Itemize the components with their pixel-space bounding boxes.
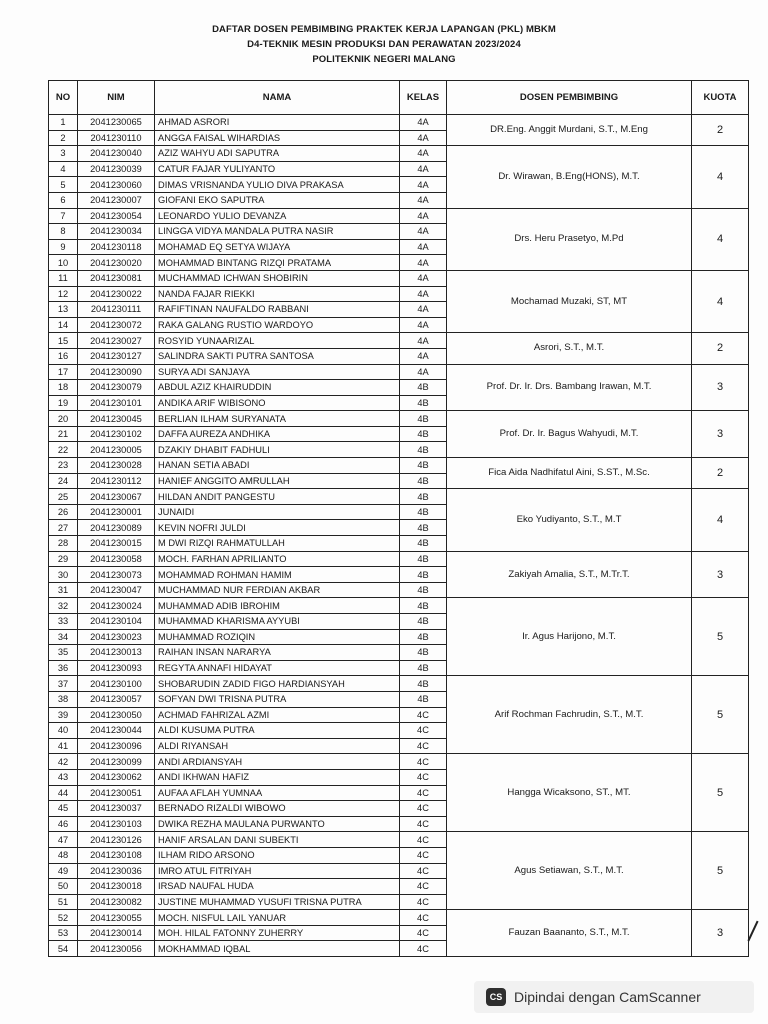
row-nim: 2041230118 [78, 239, 155, 255]
row-nama: DWIKA REZHA MAULANA PURWANTO [155, 816, 400, 832]
supervisor-name: Dr. Wirawan, B.Eng(HONS), M.T. [447, 146, 692, 208]
row-no: 44 [49, 785, 78, 801]
col-no-header: NO [49, 81, 78, 115]
row-kelas: 4B [400, 567, 447, 583]
row-no: 37 [49, 676, 78, 692]
row-no: 9 [49, 239, 78, 255]
row-no: 8 [49, 224, 78, 240]
row-nama: SURYA ADI SANJAYA [155, 364, 400, 380]
row-kelas: 4B [400, 660, 447, 676]
row-kelas: 4B [400, 473, 447, 489]
table-row [49, 333, 749, 349]
row-nama: ALDI RIYANSAH [155, 738, 400, 754]
row-no: 28 [49, 536, 78, 552]
row-nim: 2041230072 [78, 317, 155, 333]
row-no: 13 [49, 302, 78, 318]
camscanner-logo-icon: CS [486, 988, 506, 1006]
row-nim: 2041230014 [78, 925, 155, 941]
row-kelas: 4C [400, 847, 447, 863]
row-nama: SHOBARUDIN ZADID FIGO HARDIANSYAH [155, 676, 400, 692]
row-kelas: 4B [400, 536, 447, 552]
row-nama: HILDAN ANDIT PANGESTU [155, 489, 400, 505]
row-nim: 2041230089 [78, 520, 155, 536]
row-nama: ANDIKA ARIF WIBISONO [155, 395, 400, 411]
row-nim: 2041230013 [78, 645, 155, 661]
row-nim: 2041230056 [78, 941, 155, 957]
row-kelas: 4B [400, 645, 447, 661]
row-no: 16 [49, 348, 78, 364]
row-kelas: 4C [400, 707, 447, 723]
row-kelas: 4A [400, 177, 447, 193]
row-nama: DIMAS VRISNANDA YULIO DIVA PRAKASA [155, 177, 400, 193]
row-nama: ROSYID YUNAARIZAL [155, 333, 400, 349]
row-kelas: 4B [400, 598, 447, 614]
row-nama: LINGGA VIDYA MANDALA PUTRA NASIR [155, 224, 400, 240]
row-kelas: 4C [400, 723, 447, 739]
row-nim: 2041230037 [78, 801, 155, 817]
row-nim: 2041230093 [78, 660, 155, 676]
table-row [49, 208, 749, 224]
row-nim: 2041230127 [78, 348, 155, 364]
row-kelas: 4C [400, 832, 447, 848]
row-no: 36 [49, 660, 78, 676]
row-no: 39 [49, 707, 78, 723]
row-nama: ILHAM RIDO ARSONO [155, 847, 400, 863]
row-kelas: 4A [400, 255, 447, 271]
row-nama: DZAKIY DHABIT FADHULI [155, 442, 400, 458]
row-nim: 2041230027 [78, 333, 155, 349]
row-kelas: 4B [400, 520, 447, 536]
row-nim: 2041230001 [78, 504, 155, 520]
table-row [49, 146, 749, 162]
row-no: 18 [49, 380, 78, 396]
table-row [49, 364, 749, 380]
row-no: 47 [49, 832, 78, 848]
row-nama: REGYTA ANNAFI HIDAYAT [155, 660, 400, 676]
pen-mark [747, 921, 758, 942]
row-kelas: 4C [400, 816, 447, 832]
row-nim: 2041230062 [78, 769, 155, 785]
table-row [49, 115, 749, 131]
row-nim: 2041230112 [78, 473, 155, 489]
row-no: 24 [49, 473, 78, 489]
row-no: 41 [49, 738, 78, 754]
row-no: 11 [49, 270, 78, 286]
row-nama: MOCH. FARHAN APRILIANTO [155, 551, 400, 567]
title-line-2: D4-TEKNIK MESIN PRODUKSI DAN PERAWATAN 2023/2024 [247, 39, 521, 50]
title-line-1: DAFTAR DOSEN PEMBIMBING PRAKTEK KERJA LAPANGAN (PKL) MBKM [212, 24, 556, 35]
row-nim: 2041230044 [78, 723, 155, 739]
supervisor-name: Agus Setiawan, S.T., M.T. [447, 832, 692, 910]
supervisor-name: Hangga Wicaksono, ST., MT. [447, 754, 692, 832]
row-nama: MOHAMMAD BINTANG RIZQI PRATAMA [155, 255, 400, 271]
row-no: 25 [49, 489, 78, 505]
row-no: 53 [49, 925, 78, 941]
row-nim: 2041230036 [78, 863, 155, 879]
row-no: 32 [49, 598, 78, 614]
row-kelas: 4B [400, 614, 447, 630]
supervisor-name: Asrori, S.T., M.T. [447, 333, 692, 364]
supervisor-quota: 5 [692, 676, 749, 754]
row-nim: 2041230018 [78, 879, 155, 895]
row-kelas: 4B [400, 411, 447, 427]
row-kelas: 4A [400, 286, 447, 302]
row-no: 22 [49, 442, 78, 458]
row-kelas: 4C [400, 894, 447, 910]
row-nama: IMRO ATUL FITRIYAH [155, 863, 400, 879]
row-no: 52 [49, 910, 78, 926]
row-kelas: 4A [400, 146, 447, 162]
row-no: 31 [49, 582, 78, 598]
row-no: 21 [49, 426, 78, 442]
row-nim: 2041230081 [78, 270, 155, 286]
row-kelas: 4C [400, 754, 447, 770]
row-nim: 2041230005 [78, 442, 155, 458]
row-nama: ALDI KUSUMA PUTRA [155, 723, 400, 739]
table-row [49, 754, 749, 770]
row-nim: 2041230096 [78, 738, 155, 754]
row-nama: MUHAMMAD ROZIQIN [155, 629, 400, 645]
supervisor-quota: 4 [692, 208, 749, 270]
table-row [49, 676, 749, 692]
col-nim-header: NIM [78, 81, 155, 115]
row-no: 20 [49, 411, 78, 427]
row-kelas: 4B [400, 691, 447, 707]
row-kelas: 4A [400, 239, 447, 255]
row-no: 15 [49, 333, 78, 349]
row-nim: 2041230100 [78, 676, 155, 692]
row-nama: MUHAMMAD ADIB IBROHIM [155, 598, 400, 614]
row-no: 1 [49, 115, 78, 131]
row-kelas: 4B [400, 676, 447, 692]
row-no: 51 [49, 894, 78, 910]
row-nama: ABDUL AZIZ KHAIRUDDIN [155, 380, 400, 396]
supervisor-name: Zakiyah Amalia, S.T., M.Tr.T. [447, 551, 692, 598]
row-kelas: 4C [400, 910, 447, 926]
row-no: 7 [49, 208, 78, 224]
row-no: 40 [49, 723, 78, 739]
row-nama: RAIHAN INSAN NARARYA [155, 645, 400, 661]
row-nama: ACHMAD FAHRIZAL AZMI [155, 707, 400, 723]
row-no: 29 [49, 551, 78, 567]
row-nama: NANDA FAJAR RIEKKI [155, 286, 400, 302]
row-nama: M DWI RIZQI RAHMATULLAH [155, 536, 400, 552]
row-no: 12 [49, 286, 78, 302]
camscanner-watermark [474, 981, 754, 1013]
row-kelas: 4C [400, 769, 447, 785]
table-body [49, 115, 749, 957]
col-nama-header: NAMA [155, 81, 400, 115]
row-no: 26 [49, 504, 78, 520]
row-kelas: 4A [400, 224, 447, 240]
row-kelas: 4A [400, 364, 447, 380]
row-no: 34 [49, 629, 78, 645]
row-kelas: 4C [400, 801, 447, 817]
row-nim: 2041230126 [78, 832, 155, 848]
supervisor-quota: 2 [692, 115, 749, 146]
row-no: 38 [49, 691, 78, 707]
row-kelas: 4B [400, 458, 447, 474]
row-nama: AHMAD ASRORI [155, 115, 400, 131]
row-no: 19 [49, 395, 78, 411]
row-nim: 2041230103 [78, 816, 155, 832]
row-nama: ANGGA FAISAL WIHARDIAS [155, 130, 400, 146]
row-kelas: 4C [400, 925, 447, 941]
row-kelas: 4C [400, 863, 447, 879]
row-no: 50 [49, 879, 78, 895]
row-no: 35 [49, 645, 78, 661]
row-kelas: 4B [400, 629, 447, 645]
row-kelas: 4A [400, 317, 447, 333]
supervisor-name: Drs. Heru Prasetyo, M.Pd [447, 208, 692, 270]
supervisor-quota: 2 [692, 333, 749, 364]
col-dosen-header: DOSEN PEMBIMBING [447, 81, 692, 115]
row-kelas: 4A [400, 192, 447, 208]
supervisor-name: Mochamad Muzaki, ST, MT [447, 270, 692, 332]
camscanner-text: Dipindai dengan CamScanner [514, 989, 701, 1005]
row-kelas: 4B [400, 551, 447, 567]
row-nim: 2041230057 [78, 691, 155, 707]
row-no: 48 [49, 847, 78, 863]
row-nim: 2041230099 [78, 754, 155, 770]
row-nim: 2041230055 [78, 910, 155, 926]
row-no: 33 [49, 614, 78, 630]
supervisor-quota: 3 [692, 910, 749, 957]
supervisor-name: Ir. Agus Harijono, M.T. [447, 598, 692, 676]
col-kelas-header: KELAS [400, 81, 447, 115]
row-nama: BERLIAN ILHAM SURYANATA [155, 411, 400, 427]
table-row [49, 551, 749, 567]
supervisor-table [48, 80, 749, 957]
table-row [49, 598, 749, 614]
row-no: 14 [49, 317, 78, 333]
row-nim: 2041230040 [78, 146, 155, 162]
row-nim: 2041230028 [78, 458, 155, 474]
row-kelas: 4B [400, 395, 447, 411]
row-kelas: 4C [400, 941, 447, 957]
row-no: 30 [49, 567, 78, 583]
row-no: 6 [49, 192, 78, 208]
supervisor-quota: 3 [692, 551, 749, 598]
row-nama: MOH. HILAL FATONNY ZUHERRY [155, 925, 400, 941]
supervisor-name: Arif Rochman Fachrudin, S.T., M.T. [447, 676, 692, 754]
row-nim: 2041230090 [78, 364, 155, 380]
row-no: 3 [49, 146, 78, 162]
row-nama: KEVIN NOFRI JULDI [155, 520, 400, 536]
row-nama: MUCHAMMAD NUR FERDIAN AKBAR [155, 582, 400, 598]
row-no: 42 [49, 754, 78, 770]
row-no: 49 [49, 863, 78, 879]
row-nim: 2041230067 [78, 489, 155, 505]
row-nim: 2041230039 [78, 161, 155, 177]
row-nim: 2041230034 [78, 224, 155, 240]
row-no: 43 [49, 769, 78, 785]
row-kelas: 4A [400, 161, 447, 177]
row-nim: 2041230065 [78, 115, 155, 131]
supervisor-quota: 3 [692, 411, 749, 458]
row-nama: GIOFANI EKO SAPUTRA [155, 192, 400, 208]
row-kelas: 4A [400, 208, 447, 224]
row-no: 4 [49, 161, 78, 177]
row-kelas: 4C [400, 785, 447, 801]
row-kelas: 4A [400, 302, 447, 318]
supervisor-name: Eko Yudiyanto, S.T., M.T [447, 489, 692, 551]
row-nama: MOKHAMMAD IQBAL [155, 941, 400, 957]
supervisor-quota: 4 [692, 489, 749, 551]
row-nama: AUFAA AFLAH YUMNAA [155, 785, 400, 801]
row-nama: RAFIFTINAN NAUFALDO RABBANI [155, 302, 400, 318]
row-nim: 2041230101 [78, 395, 155, 411]
row-no: 10 [49, 255, 78, 271]
row-kelas: 4A [400, 115, 447, 131]
row-nama: MOCH. NISFUL LAIL YANUAR [155, 910, 400, 926]
row-nama: CATUR FAJAR YULIYANTO [155, 161, 400, 177]
row-no: 2 [49, 130, 78, 146]
row-nama: MOHAMAD EQ SETYA WIJAYA [155, 239, 400, 255]
supervisor-name: Prof. Dr. Ir. Bagus Wahyudi, M.T. [447, 411, 692, 458]
supervisor-quota: 3 [692, 364, 749, 411]
table-row [49, 832, 749, 848]
row-nama: JUNAIDI [155, 504, 400, 520]
row-no: 45 [49, 801, 78, 817]
row-nim: 2041230045 [78, 411, 155, 427]
row-nama: SALINDRA SAKTI PUTRA SANTOSA [155, 348, 400, 364]
row-nama: HANAN SETIA ABADI [155, 458, 400, 474]
row-nama: LEONARDO YULIO DEVANZA [155, 208, 400, 224]
row-no: 27 [49, 520, 78, 536]
row-kelas: 4A [400, 333, 447, 349]
row-kelas: 4A [400, 130, 447, 146]
row-no: 54 [49, 941, 78, 957]
row-no: 46 [49, 816, 78, 832]
row-kelas: 4B [400, 426, 447, 442]
row-no: 23 [49, 458, 78, 474]
row-nama: HANIF ARSALAN DANI SUBEKTI [155, 832, 400, 848]
row-nim: 2041230054 [78, 208, 155, 224]
row-nama: MUHAMMAD KHARISMA AYYUBI [155, 614, 400, 630]
row-no: 5 [49, 177, 78, 193]
row-kelas: 4B [400, 504, 447, 520]
supervisor-quota: 4 [692, 270, 749, 332]
row-nama: MOHAMMAD ROHMAN HAMIM [155, 567, 400, 583]
row-nim: 2041230007 [78, 192, 155, 208]
row-nim: 2041230060 [78, 177, 155, 193]
row-nim: 2041230047 [78, 582, 155, 598]
row-kelas: 4C [400, 738, 447, 754]
row-nim: 2041230020 [78, 255, 155, 271]
row-nim: 2041230079 [78, 380, 155, 396]
row-nim: 2041230110 [78, 130, 155, 146]
supervisor-name: Fica Aida Nadhifatul Aini, S.ST., M.Sc. [447, 458, 692, 489]
row-nama: DAFFA AUREZA ANDHIKA [155, 426, 400, 442]
row-nim: 2041230104 [78, 614, 155, 630]
row-kelas: 4B [400, 442, 447, 458]
supervisor-name: Prof. Dr. Ir. Drs. Bambang Irawan, M.T. [447, 364, 692, 411]
table-row [49, 458, 749, 474]
row-nama: BERNADO RIZALDI WIBOWO [155, 801, 400, 817]
row-kelas: 4A [400, 270, 447, 286]
row-kelas: 4B [400, 380, 447, 396]
document-title [0, 22, 768, 67]
row-nama: RAKA GALANG RUSTIO WARDOYO [155, 317, 400, 333]
title-line-3: POLITEKNIK NEGERI MALANG [312, 54, 456, 65]
row-nim: 2041230022 [78, 286, 155, 302]
row-kelas: 4B [400, 582, 447, 598]
row-nim: 2041230058 [78, 551, 155, 567]
supervisor-quota: 4 [692, 146, 749, 208]
supervisor-quota: 5 [692, 754, 749, 832]
table-row [49, 411, 749, 427]
supervisor-quota: 5 [692, 598, 749, 676]
row-nim: 2041230108 [78, 847, 155, 863]
row-kelas: 4B [400, 489, 447, 505]
row-nama: JUSTINE MUHAMMAD YUSUFI TRISNA PUTRA [155, 894, 400, 910]
table-row [49, 910, 749, 926]
table-header [49, 81, 749, 115]
row-nim: 2041230024 [78, 598, 155, 614]
row-nama: SOFYAN DWI TRISNA PUTRA [155, 691, 400, 707]
row-nim: 2041230102 [78, 426, 155, 442]
row-nama: ANDI IKHWAN HAFIZ [155, 769, 400, 785]
table-row [49, 489, 749, 505]
row-nama: IRSAD NAUFAL HUDA [155, 879, 400, 895]
supervisor-name: DR.Eng. Anggit Murdani, S.T., M.Eng [447, 115, 692, 146]
row-nim: 2041230050 [78, 707, 155, 723]
supervisor-name: Fauzan Baananto, S.T., M.T. [447, 910, 692, 957]
supervisor-quota: 5 [692, 832, 749, 910]
row-nim: 2041230073 [78, 567, 155, 583]
row-nama: MUCHAMMAD ICHWAN SHOBIRIN [155, 270, 400, 286]
row-nama: HANIEF ANGGITO AMRULLAH [155, 473, 400, 489]
row-kelas: 4A [400, 348, 447, 364]
row-kelas: 4C [400, 879, 447, 895]
supervisor-quota: 2 [692, 458, 749, 489]
col-kuota-header: KUOTA [692, 81, 749, 115]
row-nim: 2041230023 [78, 629, 155, 645]
row-nim: 2041230015 [78, 536, 155, 552]
row-nim: 2041230082 [78, 894, 155, 910]
row-nama: ANDI ARDIANSYAH [155, 754, 400, 770]
table-row [49, 270, 749, 286]
row-nama: AZIZ WAHYU ADI SAPUTRA [155, 146, 400, 162]
row-nim: 2041230111 [78, 302, 155, 318]
row-nim: 2041230051 [78, 785, 155, 801]
row-no: 17 [49, 364, 78, 380]
